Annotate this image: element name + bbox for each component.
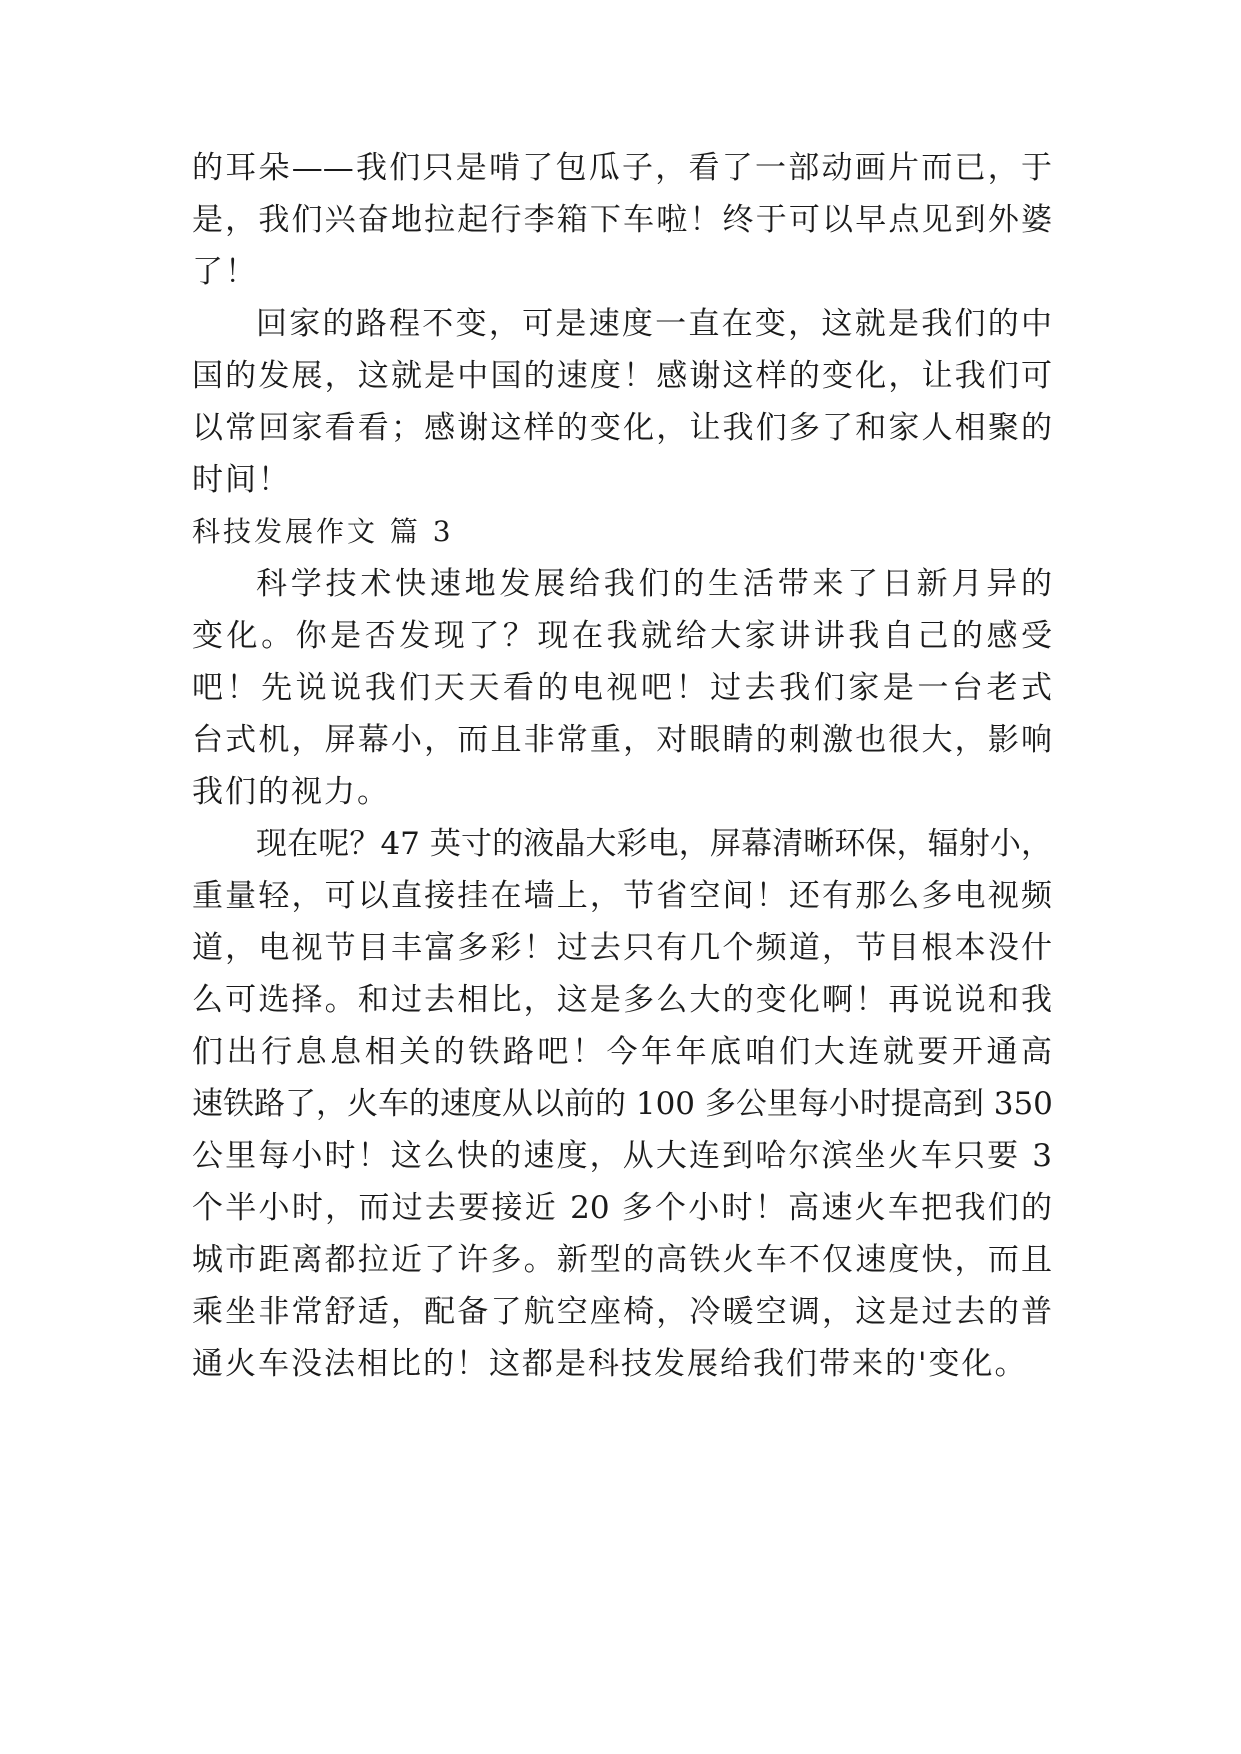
section-heading: 科技发展作文 篇 3 xyxy=(192,515,454,548)
text-line: 吧！先说说我们天天看的电视吧！过去我们家是一台老式 xyxy=(192,670,1052,706)
text-line: 国的发展，这就是中国的速度！感谢这样的变化，让我们可 xyxy=(192,358,1052,394)
text-line: 公里每小时！这么快的速度，从大连到哈尔滨坐火车只要 3 xyxy=(192,1138,1052,1174)
text-line: 们出行息息相关的铁路吧！今年年底咱们大连就要开通高 xyxy=(192,1034,1052,1070)
text-line: 变化。你是否发现了？现在我就给大家讲讲我自己的感受 xyxy=(192,618,1052,654)
text-line: 道，电视节目丰富多彩！过去只有几个频道，节目根本没什 xyxy=(192,930,1052,966)
text-line: 科学技术快速地发展给我们的生活带来了日新月异的 xyxy=(256,566,1052,602)
text-line: 时间！ xyxy=(192,462,291,498)
text-line: 以常回家看看；感谢这样的变化，让我们多了和家人相聚的 xyxy=(192,410,1052,446)
text-line: 乘坐非常舒适，配备了航空座椅，冷暖空调，这是过去的普 xyxy=(192,1294,1052,1330)
text-line: 我们的视力。 xyxy=(192,774,390,810)
text-line: 现在呢？47 英寸的液晶大彩电，屏幕清晰环保，辐射小， xyxy=(256,826,1052,862)
text-line: 是，我们兴奋地拉起行李箱下车啦！终于可以早点见到外婆 xyxy=(192,202,1052,238)
text-line: 重量轻，可以直接挂在墙上，节省空间！还有那么多电视频 xyxy=(192,878,1052,914)
text-line: 个半小时，而过去要接近 20 多个小时！高速火车把我们的 xyxy=(192,1190,1052,1226)
text-line: 了！ xyxy=(192,254,258,290)
text-line: 么可选择。和过去相比，这是多么大的变化啊！再说说和我 xyxy=(192,982,1052,1018)
text-line: 城市距离都拉近了许多。新型的高铁火车不仅速度快，而且 xyxy=(192,1242,1052,1278)
text-line: 速铁路了，火车的速度从以前的 100 多公里每小时提高到 350 xyxy=(192,1086,1053,1122)
text-line: 回家的路程不变，可是速度一直在变，这就是我们的中 xyxy=(256,306,1052,342)
text-line: 台式机，屏幕小，而且非常重，对眼睛的刺激也很大，影响 xyxy=(192,722,1052,758)
text-line: 通火车没法相比的！这都是科技发展给我们带来的'变化。 xyxy=(192,1346,1028,1382)
text-line: 的耳朵——我们只是啃了包瓜子，看了一部动画片而已，于 xyxy=(192,150,1052,186)
